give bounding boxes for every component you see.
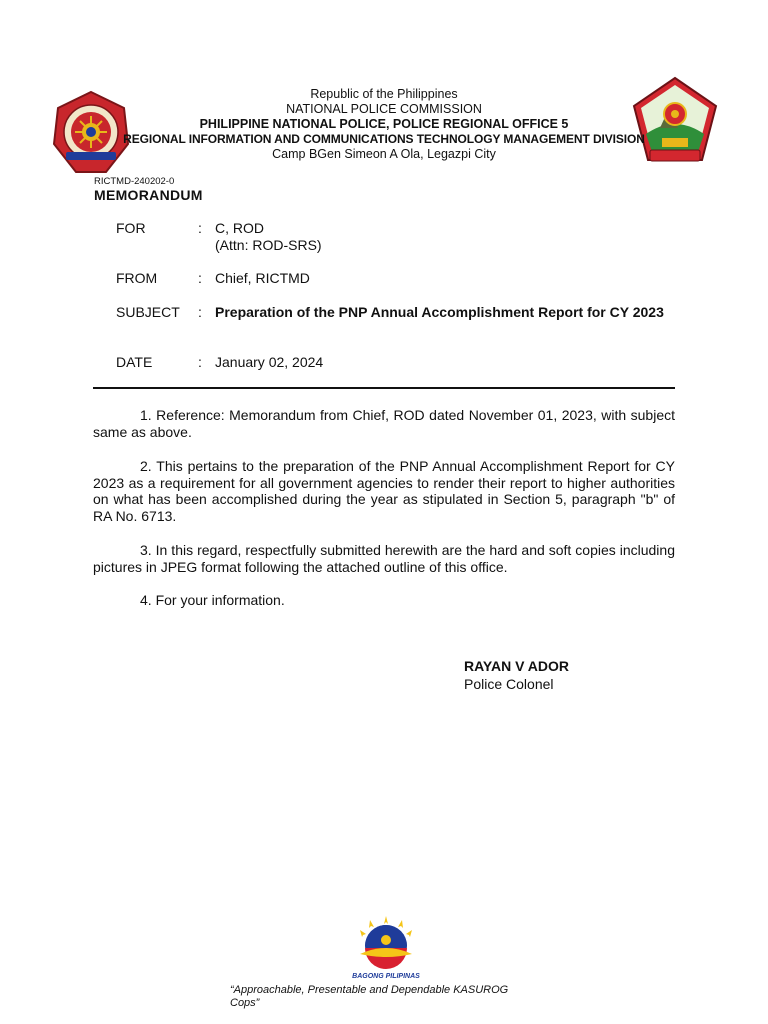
subject-label: SUBJECT	[116, 304, 180, 320]
body-paragraph-2: 2. This pertains to the preparation of the PNP Annual Accomplishment Report for CY 2023 as a requirement for all government agencies to render their report to higher authorities on what has been accomplished during the year as stipulated in Section 5, paragraph "b" of RA No. 6713.	[93, 458, 675, 524]
signatory-rank: Police Colonel	[464, 676, 554, 692]
letterhead	[120, 87, 648, 162]
for-value	[215, 220, 322, 254]
letterhead-division: REGIONAL INFORMATION AND COMMUNICATIONS TECHNOLOGY MANAGEMENT DIVISION	[123, 132, 645, 146]
pnp-seal-logo	[52, 90, 130, 176]
subject-value: Preparation of the PNP Annual Accomplishment Report for CY 2023	[215, 304, 664, 320]
date-value: January 02, 2024	[215, 354, 324, 370]
memo-title: MEMORANDUM	[94, 187, 203, 203]
bagong-pilipinas-logo	[340, 910, 432, 982]
for-attention: (Attn: ROD-SRS)	[215, 237, 322, 253]
header-divider	[93, 387, 675, 389]
body-paragraph-1: 1. Reference: Memorandum from Chief, ROD dated November 01, 2023, with subject same as above.	[93, 407, 675, 440]
from-value: Chief, RICTMD	[215, 270, 310, 286]
from-colon: :	[198, 270, 202, 286]
subject-colon: :	[198, 304, 202, 320]
signatory-name: RAYAN V ADOR	[464, 658, 570, 674]
for-colon: :	[198, 220, 202, 236]
bagong-pilipinas-logo-text: BAGONG PILIPINAS	[352, 973, 420, 980]
letterhead-republic: Republic of the Philippines	[310, 87, 458, 101]
footer-tagline: “Approachable, Presentable and Dependable KASUROG Cops”	[230, 984, 509, 1009]
for-label: FOR	[116, 220, 146, 236]
document-control-number: RICTMD-240202-0	[94, 176, 175, 187]
date-colon: :	[198, 354, 202, 370]
letterhead-address: Camp BGen Simeon A Ola, Legazpi City	[272, 147, 496, 161]
body-paragraph-4: 4. For your information.	[140, 592, 285, 608]
date-label: DATE	[116, 354, 153, 370]
letterhead-napolcom: NATIONAL POLICE COMMISSION	[286, 102, 482, 116]
from-label: FROM	[116, 270, 158, 286]
for-recipient: C, ROD	[215, 220, 264, 236]
body-paragraph-3: 3. In this regard, respectfully submitted herewith are the hard and soft copies including pictures in JPEG format following the attached outline of this office.	[93, 542, 675, 575]
letterhead-pnp-office: PHILIPPINE NATIONAL POLICE, POLICE REGIONAL OFFICE 5	[199, 117, 569, 131]
